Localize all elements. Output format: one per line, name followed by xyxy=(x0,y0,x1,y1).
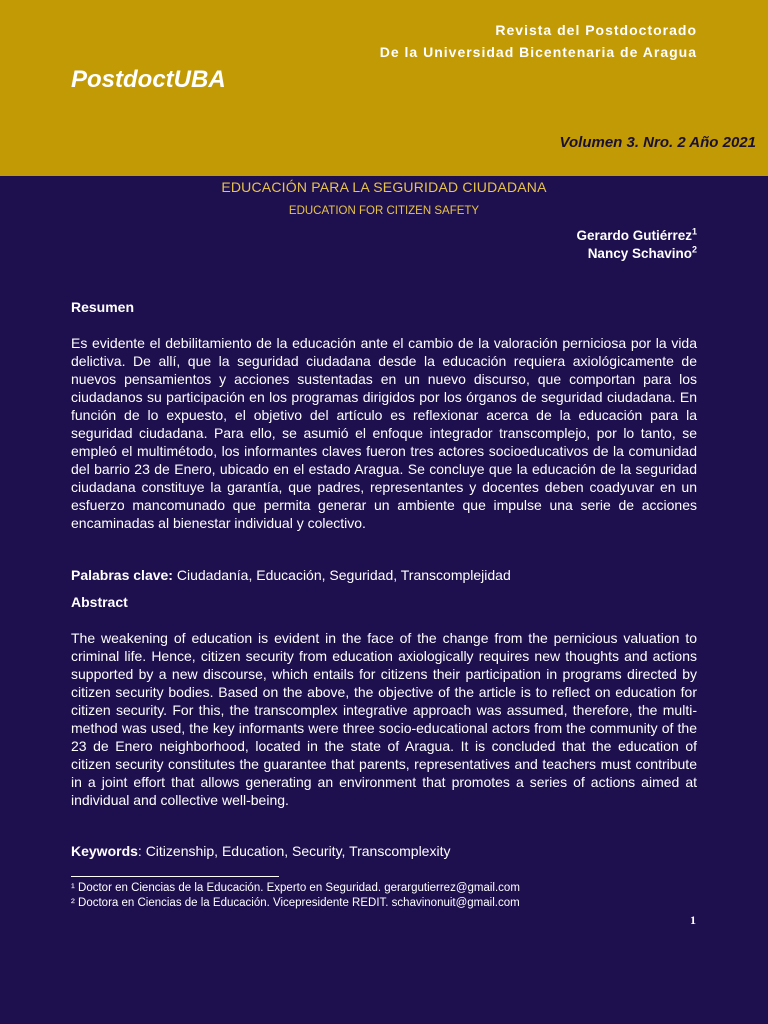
abstract-text: The weakening of education is evident in the face of the change from the pernicious valuation to criminal life. Hence, citizen security from education axiologically requires new thoughts and actions supported by a new discourse, which entails for citizens their participation in programs directed by citizen security bodies. Based on the above, the objective of the article is to reflect on education for citizen security. For this, the transcomplex integrative approach was assumed, therefore, the multi-method was used, the key informants were three socio-educational actors from the community of the 23 de Enero neighborhood, located in the state of Aragua. It is concluded that the education of citizen security constitutes the guarantee that parents, representatives and teachers must contribute in a joint effort that allows generating an environment that promotes a series of actions aimed at individual and collective well-being. xyxy=(71,630,697,808)
page-number: 1 xyxy=(690,913,696,927)
footnote-separator xyxy=(71,876,279,877)
author-name: Nancy Schavino xyxy=(587,246,692,261)
author-2 xyxy=(588,246,697,261)
resumen-heading: Resumen xyxy=(71,299,135,315)
journal-brand: PostdoctUBA xyxy=(71,66,226,93)
journal-name-line2: De la Universidad Bicentenaria de Aragua xyxy=(379,44,697,60)
footnote-2: ² Doctora en Ciencias de la Educación. Vicepresidente REDIT. schavinonuit@gmail.com xyxy=(71,897,520,909)
footnote-1: ¹ Doctor en Ciencias de la Educación. Experto en Seguridad. gerargutierrez@gmail.com xyxy=(71,882,520,894)
journal-name-line1: Revista del Postdoctorado xyxy=(495,22,697,38)
keywords-label: Palabras clave: xyxy=(71,567,173,583)
author-name: Gerardo Gutiérrez xyxy=(576,228,692,243)
article-title-en: EDUCATION FOR CITIZEN SAFETY xyxy=(288,205,480,217)
journal-header xyxy=(0,0,768,176)
keywords-list: Ciudadanía, Educación, Seguridad, Transcomplejidad xyxy=(172,567,511,583)
author-footnote-mark: 1 xyxy=(691,226,697,237)
abstract-keywords xyxy=(71,843,450,859)
keywords-label: Keywords xyxy=(71,843,138,859)
abstract-heading: Abstract xyxy=(71,594,128,610)
keywords-list: : Citizenship, Education, Security, Transcomplexity xyxy=(137,843,451,859)
resumen-text: Es evidente el debilitamiento de la educación ante el cambio de la valoración perniciosa por la vida delictiva. De allí, que la seguridad ciudadana desde la educación requiera axiológicamente de nuevos pensamientos y acciones sustentadas en un nuevo discurso, que comportan para los ciudadanos su participación en los programas dirigidos por los órganos de seguridad ciudadana. En función de lo expuesto, el objetivo del artículo es reflexionar acerca de la educación para la seguridad ciudadana. Para ello, se asumió el enfoque integrador transcomplejo, por lo tanto, se empleó el multimétodo, los informantes claves fueron tres actores socioeducativos de la comunidad del barrio 23 de Enero, ubicado en el estado Aragua. Se concluye que la educación de la seguridad ciudadana constituye la garantía, que padres, representantes y docentes deben coadyuvar en un esfuerzo mancomunado que permita generar un ambiente que impulse una serie de acciones encaminadas al bienestar individual y colectivo. xyxy=(71,335,697,531)
volume-info: Volumen 3. Nro. 2 Año 2021 xyxy=(559,134,756,151)
article-title-es: EDUCACIÓN PARA LA SEGURIDAD CIUDADANA xyxy=(221,179,547,195)
resumen-keywords xyxy=(71,567,511,583)
author-footnote-mark: 2 xyxy=(691,244,697,255)
author-1 xyxy=(576,228,697,243)
